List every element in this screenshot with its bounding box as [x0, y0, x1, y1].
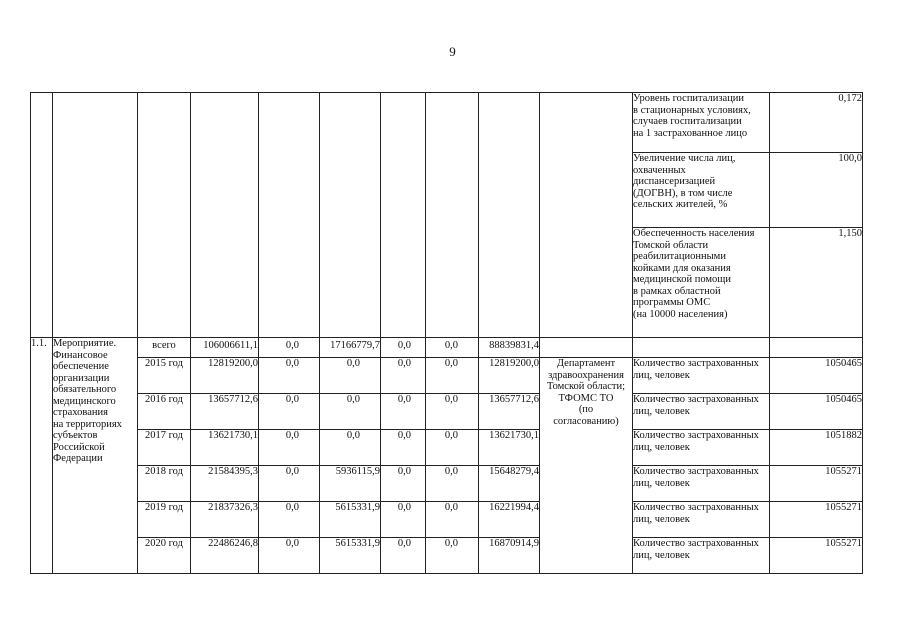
funding-cell: 0,0	[381, 358, 426, 394]
funding-cell: 0,0	[381, 394, 426, 430]
indicator-value: 1,150	[770, 228, 863, 338]
empty-cell	[540, 338, 633, 358]
table-row	[31, 358, 863, 394]
indicator-name: Количество застрахованных лиц, человек	[633, 358, 770, 394]
funding-cell: 5936115,9	[320, 466, 381, 502]
funding-cell: 0,0	[259, 502, 320, 538]
page-number: 9	[449, 44, 456, 59]
indicator-name: Количество застрахованных лиц, человек	[633, 502, 770, 538]
funding-cell: 13657712,6	[479, 394, 540, 430]
indicator-name: Количество застрахованных лиц, человек	[633, 538, 770, 574]
funding-cell: 5615331,9	[320, 502, 381, 538]
funding-cell: 0,0	[259, 466, 320, 502]
period-cell: 2020 год	[138, 538, 191, 574]
empty-cell	[320, 93, 381, 338]
empty-cell	[479, 93, 540, 338]
indicator-value: 1055271	[770, 466, 863, 502]
funding-cell: 0,0	[426, 502, 479, 538]
funding-cell: 0,0	[426, 338, 479, 358]
funding-cell: 13621730,1	[479, 430, 540, 466]
indicator-value: 100,0	[770, 153, 863, 228]
funding-cell: 0,0	[259, 430, 320, 466]
funding-cell: 0,0	[259, 338, 320, 358]
table-row	[31, 466, 863, 502]
funding-cell: 0,0	[426, 358, 479, 394]
funding-cell: 0,0	[259, 358, 320, 394]
indicator-value: 1055271	[770, 538, 863, 574]
table-row	[31, 338, 863, 358]
item-name: Мероприятие. Финансовое обеспечение организации обязательного медицинского страхования на территориях субъектов Российской Федерации	[53, 338, 138, 574]
indicator-name: Увеличение числа лиц, охваченных диспансеризацией (ДОГВН), в том числе сельских жителей, %	[633, 153, 770, 228]
total-cell: 12819200,0	[191, 358, 259, 394]
indicator-value: 1055271	[770, 502, 863, 538]
funding-cell: 0,0	[381, 466, 426, 502]
table-row	[31, 430, 863, 466]
empty-cell	[633, 338, 770, 358]
funding-cell: 0,0	[259, 394, 320, 430]
funding-cell: 0,0	[426, 430, 479, 466]
indicator-value: 1051882	[770, 430, 863, 466]
empty-cell	[138, 93, 191, 338]
indicator-name: Уровень госпитализации в стационарных условиях, случаев госпитализации на 1 застрахованное лицо	[633, 93, 770, 153]
period-cell: 2019 год	[138, 502, 191, 538]
indicator-value: 0,172	[770, 93, 863, 153]
funding-cell: 0,0	[381, 338, 426, 358]
indicator-value: 1050465	[770, 394, 863, 430]
empty-cell	[53, 93, 138, 338]
funding-cell: 88839831,4	[479, 338, 540, 358]
funding-cell: 0,0	[426, 538, 479, 574]
period-cell: 2016 год	[138, 394, 191, 430]
funding-cell: 0,0	[381, 502, 426, 538]
executor-cell: Департамент здравоохранения Томской области; ТФОМС ТО (по согласованию)	[540, 358, 633, 574]
indicator-row	[31, 93, 863, 153]
funding-cell: 0,0	[259, 538, 320, 574]
period-cell: всего	[138, 338, 191, 358]
empty-cell	[191, 93, 259, 338]
item-number: 1.1.	[31, 338, 53, 574]
indicator-name: Количество застрахованных лиц, человек	[633, 466, 770, 502]
table-row	[31, 502, 863, 538]
period-cell: 2018 год	[138, 466, 191, 502]
empty-cell	[770, 338, 863, 358]
indicator-name: Количество застрахованных лиц, человек	[633, 430, 770, 466]
funding-cell: 0,0	[381, 538, 426, 574]
empty-cell	[540, 93, 633, 338]
empty-cell	[381, 93, 426, 338]
period-cell: 2015 год	[138, 358, 191, 394]
table-row	[31, 538, 863, 574]
total-cell: 13657712,6	[191, 394, 259, 430]
program-table	[30, 92, 863, 574]
total-cell: 13621730,1	[191, 430, 259, 466]
funding-cell: 17166779,7	[320, 338, 381, 358]
indicator-value: 1050465	[770, 358, 863, 394]
empty-cell	[31, 93, 53, 338]
empty-cell	[259, 93, 320, 338]
empty-cell	[426, 93, 479, 338]
funding-cell: 12819200,0	[479, 358, 540, 394]
funding-cell: 0,0	[381, 430, 426, 466]
funding-cell: 15648279,4	[479, 466, 540, 502]
total-cell: 21584395,3	[191, 466, 259, 502]
funding-cell: 5615331,9	[320, 538, 381, 574]
funding-cell: 16221994,4	[479, 502, 540, 538]
indicator-name: Количество застрахованных лиц, человек	[633, 394, 770, 430]
indicator-name: Обеспеченность населения Томской области реабилитационными койками для оказания медицинской помощи в рамках областной программы ОМС (на 10000 населения)	[633, 228, 770, 338]
funding-cell: 0,0	[426, 466, 479, 502]
total-cell: 21837326,3	[191, 502, 259, 538]
total-cell: 22486246,8	[191, 538, 259, 574]
total-cell: 106006611,1	[191, 338, 259, 358]
funding-cell: 0,0	[320, 394, 381, 430]
period-cell: 2017 год	[138, 430, 191, 466]
funding-cell: 0,0	[426, 394, 479, 430]
funding-cell: 16870914,9	[479, 538, 540, 574]
funding-cell: 0,0	[320, 430, 381, 466]
funding-cell: 0,0	[320, 358, 381, 394]
table-row	[31, 394, 863, 430]
